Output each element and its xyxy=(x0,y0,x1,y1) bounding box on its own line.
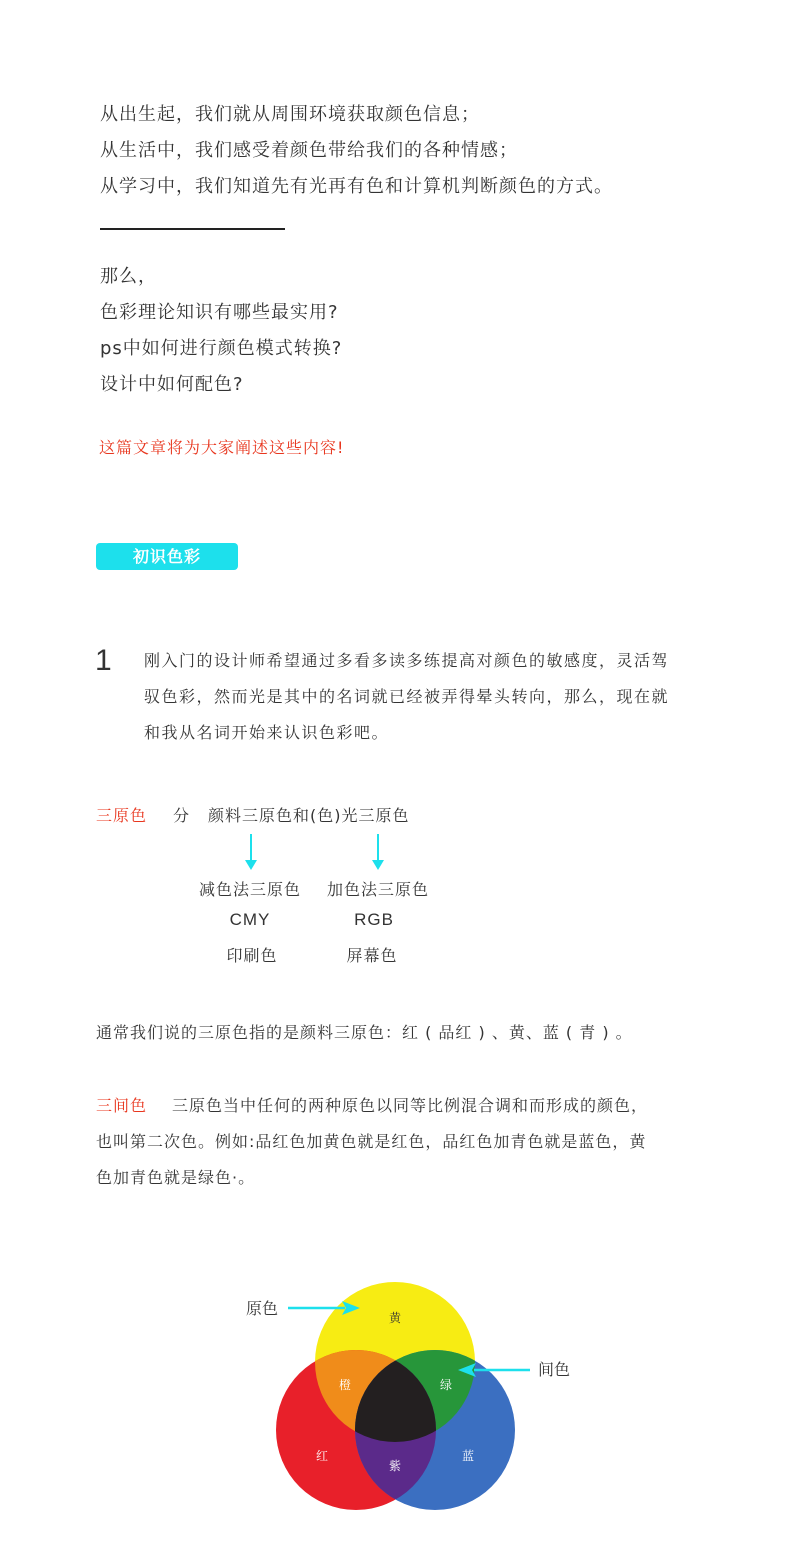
question-1: 色彩理论知识有哪些最实用? xyxy=(100,302,339,323)
secondaries-line-1: 三原色当中任何的两种原色以同等比例混合调和而形成的颜色， xyxy=(172,1096,649,1115)
question-2: ps中如何进行颜色模式转换? xyxy=(100,338,343,359)
divider xyxy=(100,228,285,230)
label-blue: 蓝 xyxy=(461,1449,475,1463)
label-purple: 紫 xyxy=(388,1459,402,1473)
secondary-label: 间色 xyxy=(538,1360,571,1379)
additive-code: RGB xyxy=(354,910,394,929)
secondaries-line-3: 色加青色就是绿色·。 xyxy=(96,1168,256,1187)
label-green: 绿 xyxy=(439,1378,453,1392)
additive-use: 屏幕色 xyxy=(346,946,398,965)
additive-name: 加色法三原色 xyxy=(326,880,429,899)
question-3: 设计中如何配色? xyxy=(100,374,244,395)
intro-line-1: 从出生起，我们就从周围环境获取颜色信息； xyxy=(100,104,480,125)
section-badge: 初识色彩 xyxy=(96,543,238,570)
question-lead: 那么， xyxy=(100,266,157,287)
arrowhead-left xyxy=(245,860,257,870)
primaries-note: 通常我们说的三原色指的是颜料三原色：红 ( 品红 ) 、黄、蓝 ( 青 ) 。 xyxy=(96,1023,633,1042)
subtractive-code: CMY xyxy=(229,910,271,929)
primaries-label: 三原色 xyxy=(96,806,148,825)
arrow-down-left xyxy=(250,834,252,862)
arrow-down-right xyxy=(377,834,379,862)
highlight-text: 这篇文章将为大家阐述这些内容! xyxy=(99,438,345,457)
secondaries-line-2: 也叫第二次色。例如:品红色加黄色就是红色，品红色加青色就是蓝色，黄 xyxy=(96,1132,647,1151)
step-line-1: 刚入门的设计师希望通过多看多读多练提高对颜色的敏感度，灵活驾 xyxy=(144,651,670,670)
intro-line-3: 从学习中，我们知道先有光再有色和计算机判断颜色的方式。 xyxy=(100,176,613,197)
primaries-split-text: 颜料三原色和(色)光三原色 xyxy=(208,806,410,825)
intro-line-2: 从生活中，我们感受着颜色带给我们的各种情感； xyxy=(100,140,518,161)
label-orange: 橙 xyxy=(338,1378,352,1392)
subtractive-use: 印刷色 xyxy=(226,946,278,965)
step-line-3: 和我从名词开始来认识色彩吧。 xyxy=(144,723,390,742)
primaries-split-word: 分 xyxy=(173,806,191,825)
step-line-2: 驭色彩，然而光是其中的名词就已经被弄得晕头转向，那么，现在就 xyxy=(144,687,670,706)
subtractive-name: 减色法三原色 xyxy=(198,880,301,899)
primary-label: 原色 xyxy=(246,1299,279,1318)
step-number: 1 xyxy=(95,644,112,677)
label-yellow: 黄 xyxy=(388,1311,402,1325)
arrowhead-right xyxy=(372,860,384,870)
secondaries-label: 三间色 xyxy=(96,1096,148,1115)
label-red: 红 xyxy=(315,1449,329,1463)
color-mixing-diagram xyxy=(230,1270,590,1520)
